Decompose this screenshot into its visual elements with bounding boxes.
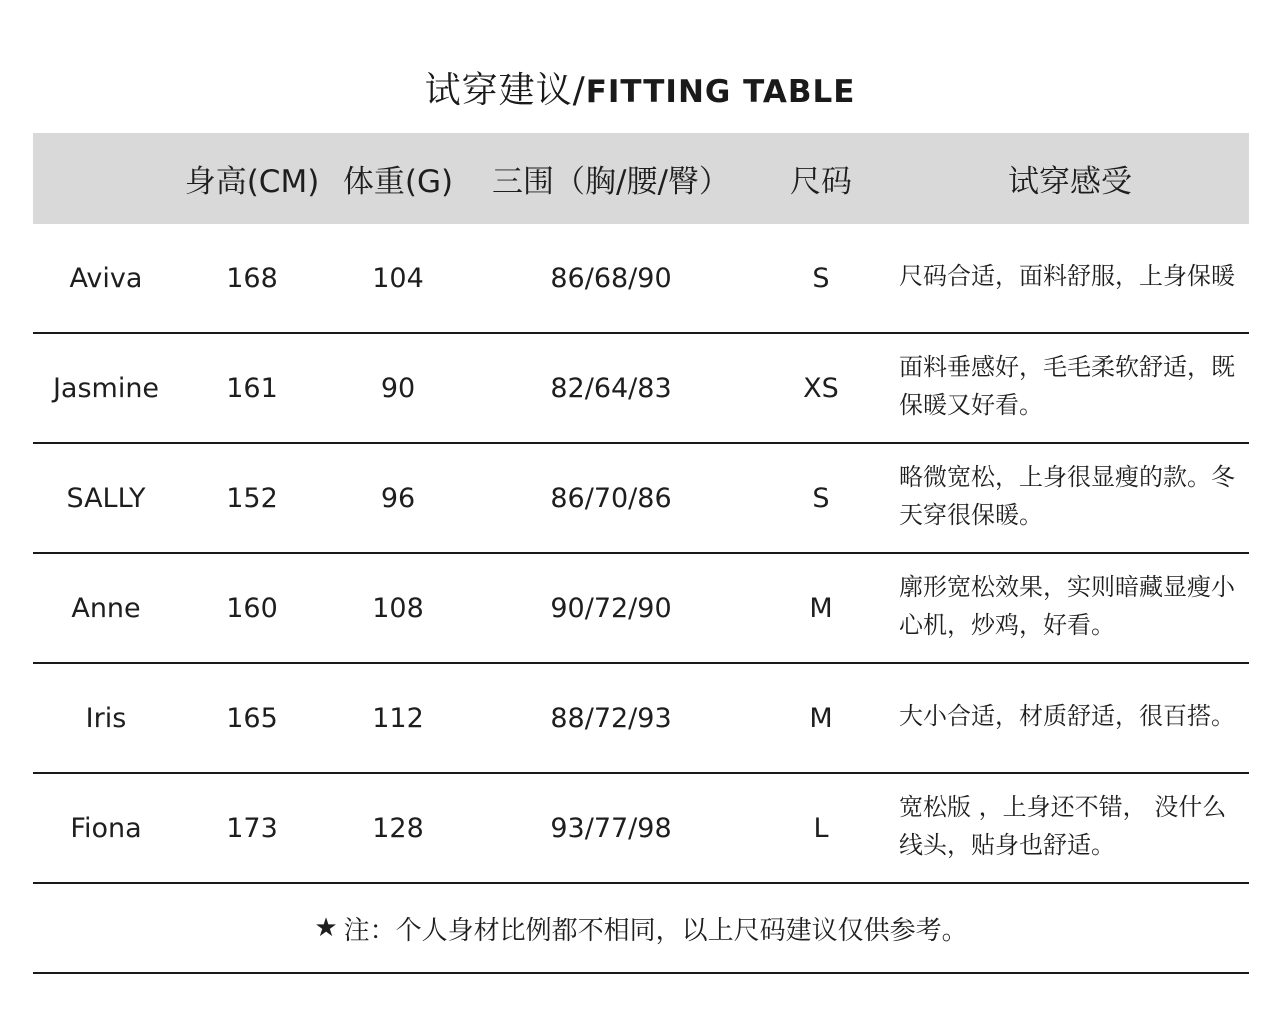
cell-name: Anne <box>71 592 141 624</box>
table-row <box>33 554 1249 664</box>
cell-weight: 108 <box>372 592 424 624</box>
star-icon: ★ <box>314 913 338 943</box>
cell-measurements: 88/72/93 <box>550 702 672 734</box>
cell-size: M <box>809 592 833 624</box>
table-row <box>33 664 1249 774</box>
cell-height: 152 <box>226 482 278 514</box>
cell-measurements: 90/72/90 <box>550 592 672 624</box>
cell-weight: 104 <box>372 262 424 294</box>
cell-name: Fiona <box>70 812 142 844</box>
cell-name: Jasmine <box>52 372 160 404</box>
header-measurements: 三围（胸/腰/臀） <box>492 164 730 200</box>
footnote-text: 注：个人身材比例都不相同，以上尺码建议仅供参考。 <box>343 915 968 946</box>
header-size: 尺码 <box>790 164 852 200</box>
title-english: FITTING TABLE <box>585 74 856 110</box>
header-feedback: 试穿感受 <box>1008 164 1132 200</box>
cell-feedback: 宽松版 ，上身还不错， 没什么线头，贴身也舒适。 <box>899 793 1227 859</box>
page-title <box>0 62 1280 121</box>
cell-feedback: 面料垂感好，毛毛柔软舒适，既保暖又好看。 <box>899 353 1235 419</box>
table-row <box>33 224 1249 334</box>
table-header <box>33 133 1249 224</box>
header-height: 身高(CM) <box>184 164 320 200</box>
cell-measurements: 82/64/83 <box>550 372 672 404</box>
cell-size: L <box>813 812 829 844</box>
cell-name: Aviva <box>69 262 143 294</box>
cell-height: 173 <box>226 812 278 844</box>
cell-measurements: 93/77/98 <box>550 812 672 844</box>
cell-size: M <box>809 702 833 734</box>
title-chinese: 试穿建议/ <box>424 70 586 111</box>
table-row <box>33 774 1249 884</box>
cell-size: S <box>812 482 830 514</box>
cell-height: 160 <box>226 592 278 624</box>
header-name <box>33 133 179 224</box>
cell-height: 161 <box>226 372 278 404</box>
cell-weight: 90 <box>380 372 416 404</box>
cell-name: Iris <box>85 702 127 734</box>
cell-weight: 128 <box>372 812 424 844</box>
cell-weight: 112 <box>372 702 424 734</box>
cell-feedback: 大小合适，材质舒适，很百搭。 <box>899 702 1235 730</box>
cell-size: XS <box>803 372 839 404</box>
table-row <box>33 334 1249 444</box>
footnote <box>33 884 1249 974</box>
fitting-table <box>33 133 1249 974</box>
cell-feedback: 尺码合适，面料舒服，上身保暖 <box>899 262 1235 290</box>
cell-measurements: 86/68/90 <box>550 262 672 294</box>
cell-size: S <box>812 262 830 294</box>
header-weight: 体重(G) <box>342 164 454 200</box>
table-row <box>33 444 1249 554</box>
cell-feedback: 廓形宽松效果，实则暗藏显瘦小心机，炒鸡，好看。 <box>899 573 1235 639</box>
cell-weight: 96 <box>380 482 416 514</box>
cell-height: 168 <box>226 262 278 294</box>
cell-name: SALLY <box>66 482 146 514</box>
cell-height: 165 <box>226 702 278 734</box>
cell-feedback: 略微宽松，上身很显瘦的款。冬天穿很保暖。 <box>899 463 1235 529</box>
cell-measurements: 86/70/86 <box>550 482 672 514</box>
